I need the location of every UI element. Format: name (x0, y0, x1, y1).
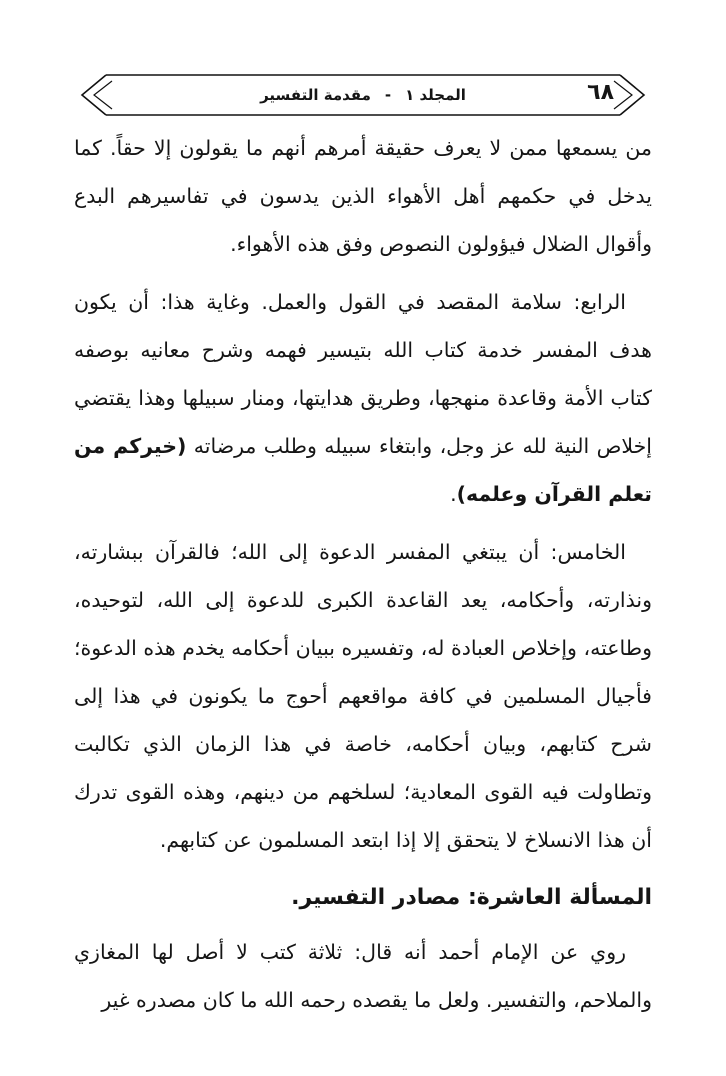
running-title (78, 85, 648, 105)
paragraph-fourth-condition (74, 278, 652, 518)
volume-label: المجلد ١ (405, 86, 466, 104)
main-text (74, 124, 652, 1034)
page-number: ٦٨ (587, 80, 614, 105)
paragraph-fourth-text: الرابع: سلامة المقصد في القول والعمل. وغاية هذا: أن يكون هدف المفسر خدمة كتاب الله بتيسير فهمه وشرح معانيه بوصفه كتاب الأمة وقاعدة منهجها، وطريق هدايتها، ومنار سبيلها وهذا يقتضي إخلاص النية لله عز وجل، وابتغاء سبيله وطلب مرضاته (74, 290, 652, 458)
paragraph-fourth-end: . (450, 482, 457, 506)
title-separator: - (384, 86, 392, 104)
running-header (78, 72, 648, 118)
paragraph-fifth-condition: الخامس: أن يبتغي المفسر الدعوة إلى الله؛ فالقرآن ببشارته، ونذارته، وأحكامه، يعد القاعدة الكبرى للدعوة إلى الله، لتوحيده، وطاعته، وإخلاص العبادة له، وتفسيره ببيان أحكامه يخدم هذه الدعوة؛ فأجيال المسلمين في كافة مواقعهم أحوج ما يكونون في هذا إلى شرح كتابهم، وبيان أحكامه، خاصة في هذا الزمان الذي تكالبت وتطاولت فيه القوى المعادية؛ لسلخهم من دينهم، وهذه القوى تدرك أن هذا الانسلاخ لا يتحقق إلا إذا ابتعد المسلمون عن كتابهم. (74, 540, 652, 852)
hadith-quote: (خيركم من تعلم القرآن وعلمه) (74, 434, 652, 506)
paragraph-continuation: من يسمعها ممن لا يعرف حقيقة أمرهم أنهم ما يقولون إلا حقاً. كما يدخل في حكمهم أهل الأهواء الذين يدسون في تفاسيرهم البدع وأقوال الضلال فيؤولون النصوص وفق هذه الأهواء. (74, 136, 652, 256)
paragraph-sources: روي عن الإمام أحمد أنه قال: ثلاثة كتب لا أصل لها المغازي والملاحم، والتفسير. ولعل ما يقصده رحمه الله ما كان مصدره غير (74, 940, 652, 1012)
book-title: مقدمة التفسير (260, 86, 371, 104)
section-heading: المسألة العاشرة: مصادر التفسير. (291, 885, 652, 910)
